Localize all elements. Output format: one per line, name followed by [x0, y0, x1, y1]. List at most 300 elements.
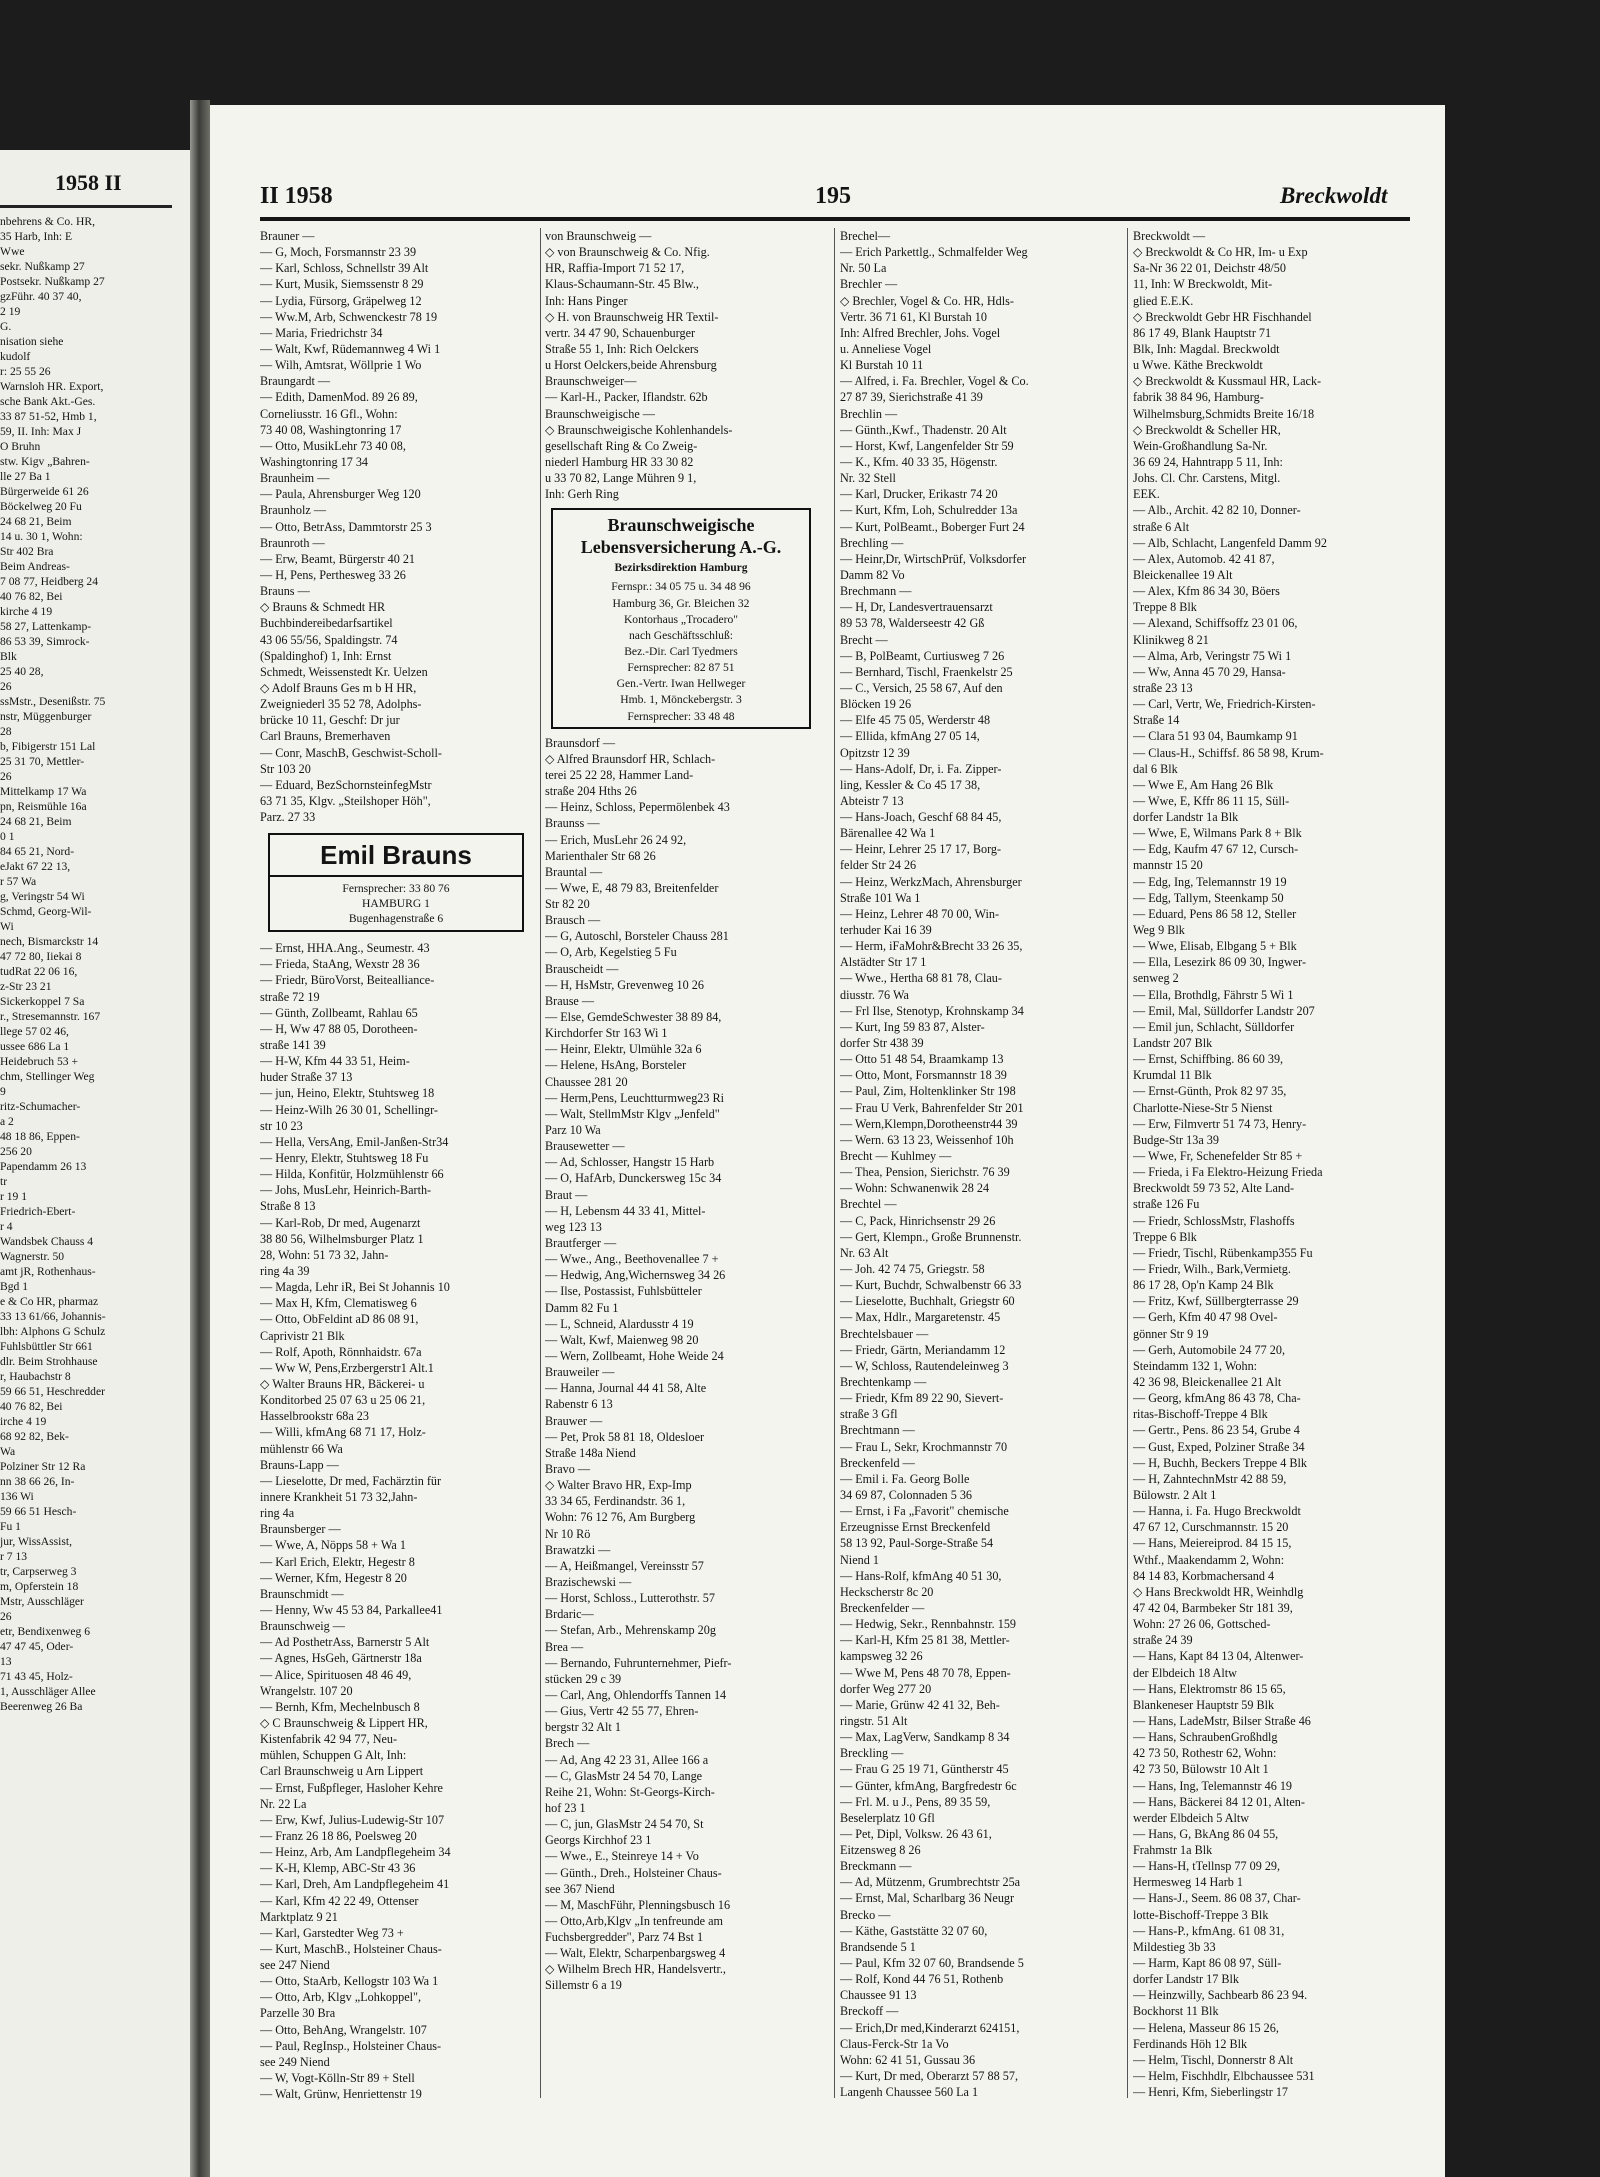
directory-entry-line: — C, GlasMstr 24 54 70, Lange [545, 1768, 703, 1783]
directory-entry-line: — Karl, Kfm 42 22 49, Ottenser [260, 1893, 419, 1908]
directory-entry-line: 47 42 04, Barmbeker Str 181 39, [1133, 1600, 1293, 1615]
directory-entry-line: Mildestieg 3b 33 [1133, 1939, 1216, 1954]
directory-entry-line: Braunsberger — [260, 1522, 341, 1537]
directory-entry-line: Wohn: 76 12 76, Am Burgberg [545, 1510, 696, 1525]
directory-entry-line: — Bernando, Fuhrunternehmer, Piefr- [545, 1655, 732, 1670]
column-1-entries-top [260, 228, 532, 825]
directory-entry-line: mannstr 15 20 [1133, 858, 1203, 873]
directory-entry-line: — Karl-Rob, Dr med, Augenarzt [260, 1215, 421, 1230]
directory-entry-line: — Alb., Archit. 42 82 10, Donner- [1133, 503, 1301, 518]
directory-entry-line: — Maria, Friedrichstr 34 [260, 325, 383, 340]
directory-entry-line: — Ellida, kfmAng 27 05 14, [840, 729, 980, 744]
directory-entry-line: Brauner — [260, 229, 315, 243]
ad-name: Emil Brauns [270, 839, 522, 877]
directory-entry-line: — Wwe, E, 48 79 83, Breitenfelder [545, 880, 719, 895]
directory-entry-line: — Henry, Elektr, Stuhtsweg 18 Fu [260, 1151, 429, 1166]
directory-entry-line: 26 [0, 770, 12, 783]
directory-entry-line: Hasselbrookstr 68a 23 [260, 1409, 369, 1424]
directory-entry-line: — Günth, Zollbeamt, Rahlau 65 [260, 1005, 418, 1020]
directory-entry-line: llege 57 02 46, [0, 1025, 69, 1038]
directory-entry-line: Brecht — [840, 632, 888, 647]
directory-entry-line: — Otto, StaArb, Kellogstr 103 Wa 1 [260, 1974, 439, 1989]
directory-entry-line: Braunsdorf — [545, 735, 616, 750]
directory-entry-line: Breckling — [840, 1746, 904, 1761]
directory-entry-line: Wohn: 27 26 06, Gottsched- [1133, 1617, 1271, 1632]
directory-entry-line: — Edith, DamenMod. 89 26 89, [260, 390, 418, 405]
directory-entry-line: — C, Pack, Hinrichsenstr 29 26 [840, 1213, 996, 1228]
directory-entry-line: Ferdinands Höh 12 Blk [1133, 2036, 1248, 2051]
directory-entry-line: — H, Dr, Landesvertrauensarzt [840, 600, 993, 615]
directory-entry-line: weg 123 13 [545, 1219, 602, 1234]
directory-entry-line: Konditorbed 25 07 63 u 25 06 21, [260, 1393, 426, 1408]
directory-entry-line: ◇ Wilhelm Brech HR, Handelsvertr., [545, 1962, 726, 1977]
directory-entry-line: ◇ Walter Brauns HR, Bäckerei- u [260, 1377, 425, 1391]
directory-entry-line: Brauns-Lapp — [260, 1457, 339, 1472]
directory-entry-line: 25 31 70, Mettler- [0, 755, 85, 768]
directory-entry-line: Wein-Großhandlung Sa-Nr. [1133, 438, 1268, 453]
directory-entry-line: Nr. 63 Alt [840, 1245, 889, 1260]
directory-entry-line: Straße 14 [1133, 713, 1180, 728]
directory-entry-line: Weg 9 Blk [1133, 923, 1185, 938]
directory-entry-line: Inh: Hans Pinger [545, 293, 628, 308]
directory-entry-line: u. Anneliese Vogel [840, 341, 932, 356]
ad-city: HAMBURG 1 [362, 897, 430, 911]
directory-entry-line: — Wern,Klempn,Dorotheenstr44 39 [840, 1116, 1018, 1131]
directory-entry-line: str 10 23 [260, 1118, 303, 1133]
directory-entry-line: Niend 1 [840, 1552, 879, 1567]
directory-entry-line: Brechtenkamp — [840, 1374, 927, 1389]
directory-entry-line: 86 53 39, Simrock- [0, 635, 90, 648]
directory-entry-line: straße 72 19 [260, 989, 320, 1004]
directory-entry-line: — Wwe., Ang., Beethovenallee 7 + [545, 1252, 719, 1267]
directory-entry-line: 58 13 92, Paul-Sorge-Straße 54 [840, 1536, 994, 1551]
directory-entry-line: — Hans, Elektromstr 86 15 65, [1133, 1681, 1286, 1696]
directory-entry-line: — Friedr, BüroVorst, Beitealliance- [260, 973, 435, 988]
directory-entry-line: — Ad, Schlosser, Hangstr 15 Harb [545, 1155, 715, 1170]
directory-entry-line: Klaus-Schaumann-Str. 45 Blw., [545, 277, 699, 292]
directory-entry-line: Brauns — [260, 584, 310, 599]
directory-entry-line: — Ww.M, Arb, Schwenckestr 78 19 [260, 309, 438, 324]
directory-entry-line: — Hanna, i. Fa. Hugo Breckwoldt [1133, 1504, 1301, 1519]
directory-entry-line: Corneliusstr. 16 Gfl., Wohn: [260, 406, 398, 421]
directory-entry-line: Treppe 8 Blk [1133, 600, 1197, 615]
directory-entry-line: b, Fibigerstr 151 Lal [0, 740, 96, 753]
directory-entry-line: — Johs, MusLehr, Heinrich-Barth- [260, 1183, 432, 1198]
directory-entry-line: — Lieselotte, Dr med, Fachärztin für [260, 1473, 442, 1488]
directory-entry-line: — Heinr, Elektr, Ulmühle 32a 6 [545, 1042, 702, 1057]
directory-entry-line: O Bruhn [0, 440, 41, 453]
directory-entry-line: dal 6 Blk [1133, 761, 1178, 776]
directory-entry-line: 42 73 50, Rothestr 62, Wohn: [1133, 1746, 1277, 1761]
directory-entry-line: r, Haubachstr 8 [0, 1370, 71, 1383]
directory-entry-line: werder Elbdeich 5 Altw [1133, 1810, 1250, 1825]
directory-entry-line: — Frieda, i Fa Elektro-Heizung Frieda [1133, 1165, 1323, 1180]
directory-entry-line: straße 24 39 [1133, 1633, 1193, 1648]
directory-entry-line: — Karl-H., Packer, Iflandstr. 62b [545, 390, 708, 405]
directory-entry-line: — Friedr, Wilh., Bark,Vermietg. [1133, 1262, 1291, 1276]
directory-entry-line: 7 08 77, Heidberg 24 [0, 575, 98, 588]
directory-entry-line: Mittelkamp 17 Wa [0, 785, 87, 798]
directory-entry-line: Postsekr. Nußkamp 27 [0, 275, 105, 288]
directory-entry-line: — Kurt, Musik, Siemssenstr 8 29 [260, 277, 424, 292]
directory-entry-line: Brechtmann — [840, 1423, 915, 1438]
directory-entry-line: — Hedwig, Sekr., Rennbahnstr. 159 [840, 1617, 1017, 1632]
directory-entry-line: dorfer Landstr 1a Blk [1133, 810, 1239, 825]
directory-entry-line: Brauweiler — [545, 1365, 615, 1380]
directory-entry-line: Brawatzki — [545, 1542, 611, 1557]
directory-entry-line: 28 [0, 725, 12, 738]
directory-entry-line: Brechling — [840, 535, 904, 550]
directory-entry-line: Damm 82 Vo [840, 567, 905, 582]
directory-entry-line: 1, Ausschläger Allee [0, 1685, 96, 1698]
directory-entry-line: — Heinr, Lehrer 25 17 17, Borg- [840, 842, 1002, 857]
column-divider [834, 228, 835, 2098]
directory-entry-line: Carl Braunschweig u Arn Lippert [260, 1764, 424, 1779]
directory-entry-line: — Otto, BehAng, Wrangelstr. 107 [260, 2022, 427, 2037]
directory-entry-line: Blk [0, 650, 17, 663]
directory-entry-line: sche Bank Akt.-Ges. [0, 395, 96, 408]
directory-entry-line: mühlen, Schuppen G Alt, Inh: [260, 1748, 407, 1763]
directory-entry-line: Vertr. 36 71 61, Kl Burstah 10 [840, 309, 987, 324]
directory-entry-line: — G, Moch, Forsmannstr 23 39 [260, 245, 417, 260]
directory-entry-line: brücke 10 11, Geschf: Dr jur [260, 713, 400, 728]
directory-entry-line: gesellschaft Ring & Co Zweig- [545, 438, 698, 453]
directory-entry-line: — H, Lebensm 44 33 41, Mittel- [545, 1203, 706, 1218]
directory-entry-line: — Karl, Dreh, Am Landpflegeheim 41 [260, 1877, 450, 1892]
insurance-lines [557, 579, 805, 724]
directory-entry-line: — Kurt, Dr med, Oberarzt 57 88 57, [840, 2069, 1019, 2084]
directory-entry-line: nn 38 66 26, In- [0, 1475, 75, 1488]
directory-entry-line: 43 06 55/56, Spaldingstr. 74 [260, 632, 398, 647]
directory-entry-line: straße 141 39 [260, 1038, 326, 1053]
directory-entry-line: niederl Hamburg HR 33 30 82 [545, 454, 694, 469]
directory-entry-line: — Erich,Dr med,Kinderarzt 624151, [840, 2020, 1020, 2035]
directory-entry-line: Braunschweig — [260, 1619, 345, 1634]
directory-entry-line: vertr. 34 47 90, Schauenburger [545, 325, 696, 340]
directory-entry-line: Caprivistr 21 Blk [260, 1328, 345, 1343]
directory-entry-line: — K., Kfm. 40 33 35, Högenstr. [840, 454, 998, 469]
directory-entry-line: Böckelweg 20 Fu [0, 500, 82, 513]
page-number: 195 [815, 183, 851, 209]
directory-entry-line: Straße 8 13 [260, 1199, 316, 1214]
directory-entry-line: see 249 Niend [260, 2054, 330, 2069]
directory-entry-line: Hamburg 36, Gr. Bleichen 32 [612, 596, 750, 610]
directory-entry-line: r 19 1 [0, 1190, 28, 1203]
directory-entry-line: — Otto, Arb, Klgv „Lohkoppel", [260, 1990, 422, 2005]
left-page-entries [0, 214, 175, 1714]
column-2-entries-bottom [545, 735, 817, 1994]
directory-entry-line: Carl Brauns, Bremerhaven [260, 729, 391, 744]
directory-entry-line: — Wwe., Hertha 68 81 78, Clau- [840, 971, 1002, 986]
directory-entry-line: — Friedr, Kfm 89 22 90, Sievert- [840, 1391, 1004, 1406]
directory-entry-line: — K-H, Klemp, ABC-Str 43 36 [260, 1861, 416, 1876]
directory-entry-line: etr, Bendixenweg 6 [0, 1625, 91, 1638]
directory-entry-line: ◇ Braunschweigische Kohlenhandels- [545, 422, 733, 437]
column-3-entries [840, 228, 1112, 2100]
directory-entry-line: Washingtonring 17 34 [260, 454, 369, 469]
directory-entry-line: lle 27 Ba 1 [0, 470, 51, 483]
directory-entry-line: Sa-Nr 36 22 01, Deichstr 48/50 [1133, 261, 1286, 276]
directory-entry-line: — Otto 51 48 54, Braamkamp 13 [840, 1052, 1004, 1067]
directory-entry-line: Polziner Str 12 Ra [0, 1460, 86, 1473]
directory-entry-line: 13 [0, 1655, 12, 1668]
directory-entry-line: 2 19 [0, 305, 21, 318]
directory-entry-line: — Hedwig, Ang,Wichernsweg 34 26 [545, 1268, 726, 1283]
directory-entry-line: Breckwoldt 59 73 52, Alte Land- [1133, 1181, 1295, 1196]
directory-entry-line: — Joh. 42 74 75, Griegstr. 58 [840, 1262, 985, 1276]
directory-entry-line: kampsweg 32 26 [840, 1649, 923, 1664]
directory-entry-line: — Walt, Elektr, Scharpenbargsweg 4 [545, 1946, 726, 1961]
directory-entry-line: nach Geschäftsschluß: [629, 628, 733, 642]
directory-entry-line: bergstr 32 Alt 1 [545, 1720, 621, 1735]
directory-entry-line: — Ad, Mützenm, Grumbrechtstr 25a [840, 1875, 1021, 1890]
directory-entry-line: Bez.-Dir. Carl Tyedmers [624, 644, 738, 658]
directory-entry-line: Braunschweiger— [545, 374, 637, 389]
directory-entry-line: see 247 Niend [260, 1958, 330, 1973]
directory-entry-line: 58 27, Lattenkamp- [0, 620, 92, 633]
left-facing-page [0, 150, 190, 2177]
directory-entry-line: — Wwe., E., Steinreye 14 + Vo [545, 1849, 699, 1864]
directory-entry-line: — Magda, Lehr iR, Bei St Johannis 10 [260, 1280, 450, 1295]
directory-entry-line: — Emil i. Fa. Georg Bolle [840, 1471, 970, 1486]
directory-entry-line: 24 68 21, Beim [0, 515, 72, 528]
directory-entry-line: — Günth.,Kwf., Thadenstr. 20 Alt [840, 422, 1007, 437]
directory-entry-line: 48 18 86, Eppen- [0, 1130, 80, 1143]
directory-entry-line: — Emil, Mal, Sülldorfer Landstr 207 [1133, 1003, 1315, 1018]
directory-entry-line: Fuchsbergredder", Parz 74 Bst 1 [545, 1930, 704, 1945]
directory-entry-line: senweg 2 [1133, 971, 1179, 986]
directory-entry-line: Alstädter Str 17 1 [840, 955, 927, 970]
directory-entry-line: — Hans-Adolf, Dr, i. Fa. Zipper- [840, 761, 1002, 776]
directory-entry-line: dorfer Weg 277 20 [840, 1681, 932, 1696]
directory-entry-line: — Walt, Kwf, Rüdemannweg 4 Wi 1 [260, 341, 441, 356]
directory-entry-line: lbh: Alphons G Schulz [0, 1325, 106, 1338]
directory-entry-line: Brecht — Kuhlmey — [840, 1149, 952, 1164]
emil-brauns-ad [268, 833, 524, 932]
directory-entry-line: — Karl, Schloss, Schnellstr 39 Alt [260, 261, 429, 276]
directory-entry-line: — Hans, SchraubenGroßhdlg [1133, 1730, 1278, 1745]
column-1-entries-bottom [260, 940, 532, 2102]
directory-entry-line: Frahmstr 1a Blk [1133, 1843, 1213, 1858]
directory-entry-line: stücken 29 c 39 [545, 1671, 622, 1686]
directory-entry-line: — Erich, MusLehr 26 24 92, [545, 832, 687, 847]
directory-entry-line: Schmedt, Weissenstedt Kr. Uelzen [260, 664, 428, 679]
directory-entry-line: Brauwer — [545, 1413, 603, 1428]
directory-entry-line: — O, HafArb, Dunckersweg 15c 34 [545, 1171, 722, 1186]
directory-entry-line: — Hans, Meiereiprod. 84 15 15, [1133, 1536, 1292, 1551]
directory-entry-line: — Erw, Filmvertr 51 74 73, Henry- [1133, 1116, 1307, 1131]
directory-entry-line: Breckwoldt — [1133, 229, 1206, 243]
directory-entry-line: — Otto, ObFeldint aD 86 08 91, [260, 1312, 419, 1327]
directory-entry-line: Wandsbek Chauss 4 [0, 1235, 94, 1248]
directory-entry-line: — Erich Parkettlg., Schmalfelder Weg [840, 245, 1028, 260]
directory-entry-line: Str 82 20 [545, 897, 590, 912]
directory-entry-line: ritz-Schumacher- [0, 1100, 81, 1113]
directory-entry-line: ◇ Brechler, Vogel & Co. HR, Hdls- [840, 293, 1014, 308]
directory-entry-line: 59 66 51 Hesch- [0, 1505, 77, 1518]
directory-entry-line: Blk, Inh: Magdal. Breckwoldt [1133, 341, 1280, 356]
directory-entry-line: Abteistr 7 13 [840, 793, 904, 808]
directory-entry-line: Str 402 Bra [0, 545, 54, 558]
directory-entry-line: — Friedr, Gärtn, Meriandamm 12 [840, 1342, 1006, 1357]
directory-entry-line: Johs. Cl. Chr. Carstens, Mitgl. [1133, 471, 1281, 486]
directory-entry-line: 33 13 61/66, Johannis- [0, 1310, 106, 1323]
directory-entry-line: — Wwe, E, Wilmans Park 8 + Blk [1133, 826, 1302, 841]
directory-entry-line: dorfer Str 438 39 [840, 1036, 924, 1051]
directory-entry-line: chm, Stellinger Weg [0, 1070, 95, 1083]
directory-entry-line: ◇ Breckwoldt & Scheller HR, [1133, 422, 1281, 437]
directory-entry-line: Braungardt — [260, 374, 331, 389]
directory-entry-line: Sillemstr 6 a 19 [545, 1978, 622, 1993]
directory-entry-line: Braunschmidt — [260, 1586, 344, 1601]
directory-entry-line: Wwe [0, 245, 25, 258]
directory-entry-line: Fuhlsbüttler Str 661 [0, 1340, 93, 1353]
column-divider [1127, 228, 1128, 2098]
directory-entry-line: — Fritz, Kwf, Süllbergterrasse 29 [1133, 1294, 1299, 1309]
directory-entry-line: — Paul, Zim, Holtenklinker Str 198 [840, 1084, 1016, 1099]
directory-entry-line: Brauscheidt — [545, 961, 619, 976]
insurance-ad [551, 508, 811, 728]
directory-entry-line: — Ilse, Postassist, Fuhlsbütteler [545, 1284, 702, 1299]
directory-entry-line: Brecko — [840, 1907, 891, 1922]
directory-entry-line: G. [0, 320, 12, 333]
directory-entry-line: — Günth., Dreh., Holsteiner Chaus- [545, 1865, 722, 1880]
directory-entry-line: Brazischewski — [545, 1574, 632, 1589]
directory-entry-line: — Alb, Schlacht, Langenfeld Damm 92 [1133, 535, 1327, 550]
directory-entry-line: — Ad, Ang 42 23 31, Allee 166 a [545, 1752, 709, 1767]
directory-entry-line: 0 1 [0, 830, 15, 843]
directory-entry-line: Wa [0, 1445, 16, 1458]
directory-entry-line: 24 68 21, Beim [0, 815, 72, 828]
directory-entry-line: — Frieda, StaAng, Wexstr 28 36 [260, 957, 420, 972]
directory-entry-line: — Hans-Rolf, kfmAng 40 51 30, [840, 1568, 1002, 1583]
directory-entry-line: — Heinz, Lehrer 48 70 00, Win- [840, 906, 1000, 921]
directory-entry-line: jur, WissAssist, [0, 1535, 72, 1548]
directory-entry-line: — Kurt, Buchdr, Schwalbenstr 66 33 [840, 1278, 1022, 1293]
column-2-entries-top [545, 228, 817, 502]
directory-entry-line: — Wern, Zollbeamt, Hohe Weide 24 [545, 1349, 724, 1363]
directory-entry-line: — Thea, Pension, Sierichstr. 76 39 [840, 1165, 1010, 1180]
directory-entry-line: — Hans, Ing, Telemannstr 46 19 [1133, 1778, 1293, 1793]
directory-entry-line: Brauntal — [545, 864, 603, 879]
directory-entry-line: r., Stresemannstr. 167 [0, 1010, 101, 1023]
directory-entry-line: Parzelle 30 Bra [260, 2006, 336, 2021]
column-2 [545, 228, 817, 1994]
directory-entry-line: e & Co HR, pharmaz [0, 1295, 99, 1308]
directory-entry-line: — Helene, HsAng, Borsteler [545, 1058, 687, 1073]
directory-entry-line: straße 3 Gfl [840, 1407, 898, 1422]
directory-entry-line: — Ww W, Pens,Erzbergerstr1 Alt.1 [260, 1360, 434, 1375]
directory-entry-line: — Friedr, SchlossMstr, Flashoffs [1133, 1213, 1295, 1228]
directory-entry-line: amt jR, Rothenhaus- [0, 1265, 96, 1278]
directory-entry-line: — Karl Erich, Elektr, Hegestr 8 [260, 1554, 415, 1569]
directory-entry-line: — Wwe, A, Nöpps 58 + Wa 1 [260, 1538, 406, 1553]
directory-entry-line: — Stefan, Arb., Mehrenskamp 20g [545, 1623, 716, 1638]
directory-entry-line: — Wwe M, Pens 48 70 78, Eppen- [840, 1665, 1011, 1680]
directory-entry-line: glied E.E.K. [1133, 293, 1194, 308]
directory-entry-line: Claus-Ferck-Str 1a Vo [840, 2036, 949, 2051]
directory-entry-line: — Ernst, i Fa „Favorit" chemische [840, 1504, 1009, 1519]
directory-entry-line: Zweigniederl 35 52 78, Adolphs- [260, 697, 422, 712]
directory-entry-line: — Gust, Exped, Polziner Straße 34 [1133, 1439, 1305, 1454]
directory-entry-line: ◇ H. von Braunschweig HR Textil- [545, 309, 719, 324]
directory-entry-line: — Wilh, Amtsrat, Wöllprie 1 Wo [260, 358, 422, 373]
directory-entry-line: tr, Carpserweg 3 [0, 1565, 77, 1578]
directory-entry-line: — Wwe E, Am Hang 26 Blk [1133, 777, 1274, 792]
directory-entry-line: Gen.-Vertr. Iwan Hellweger [616, 677, 746, 691]
directory-entry-line: 71 43 45, Holz- [0, 1670, 73, 1683]
ad-street: Bugenhagenstraße 6 [348, 912, 444, 926]
directory-entry-line: — Edg, Tallym, Steenkamp 50 [1133, 890, 1284, 905]
directory-entry-line: — Wohn: Schwanenwik 28 24 [840, 1181, 990, 1196]
directory-entry-line: ◇ Walter Bravo HR, Exp-Imp [545, 1478, 692, 1493]
directory-entry-line: — Hans-P., kfmAng. 61 08 31, [1133, 1923, 1285, 1938]
directory-entry-line: eJakt 67 22 13, [0, 860, 71, 873]
directory-entry-line: 9 [0, 1085, 6, 1098]
directory-entry-line: Budge-Str 13a 39 [1133, 1132, 1219, 1147]
directory-entry-line: — Ella, Lesezirk 86 09 30, Ingwer- [1133, 955, 1307, 970]
directory-entry-line: Treppe 6 Blk [1133, 1229, 1197, 1244]
directory-entry-line: Breckenfeld — [840, 1455, 915, 1470]
directory-entry-line: ringstr. 51 Alt [840, 1713, 908, 1728]
directory-entry-line: Mstr, Ausschläger [0, 1595, 84, 1608]
directory-entry-line: Wagnerstr. 50 [0, 1250, 65, 1263]
directory-entry-line: — Erw, Kwf, Julius-Ludewig-Str 107 [260, 1812, 445, 1827]
directory-entry-line: — Otto,Arb,Klgv „In tenfreunde am [545, 1913, 724, 1928]
directory-entry-line: — Henny, Ww 45 53 84, Parkallee41 [260, 1602, 443, 1617]
directory-entry-line: — Walt, Kwf, Maienweg 98 20 [545, 1332, 699, 1347]
directory-entry-line: — Alma, Arb, Veringstr 75 Wi 1 [1133, 648, 1292, 663]
directory-entry-line: ◇ Brauns & Schmedt HR [260, 600, 386, 615]
directory-entry-line: — Hans-J., Seem. 86 08 37, Char- [1133, 1891, 1301, 1906]
directory-entry-line: Nr. 50 La [840, 261, 887, 276]
directory-entry-line: — Frau U Verk, Bahrenfelder Str 201 [840, 1100, 1024, 1115]
directory-entry-line: — H, ZahntechnMstr 42 88 59, [1133, 1471, 1287, 1486]
directory-entry-line: — C, jun, GlasMstr 24 54 70, St [545, 1817, 704, 1832]
directory-entry-line: Brechmann — [840, 584, 912, 599]
directory-entry-line: Heckscherstr 8c 20 [840, 1584, 934, 1599]
directory-entry-line: — Carl, Vertr, We, Friedrich-Kirsten- [1133, 697, 1316, 712]
directory-entry-line: 47 72 80, Iiekai 8 [0, 950, 82, 963]
directory-entry-line: — Eduard, Pens 86 58 12, Steller [1133, 906, 1297, 921]
directory-entry-line: 256 20 [0, 1145, 32, 1158]
directory-entry-line: Parz. 27 33 [260, 810, 316, 825]
directory-entry-line: Inh: Gerh Ring [545, 487, 619, 502]
directory-entry-line: Fernsprecher: 82 87 51 [627, 661, 735, 675]
directory-entry-line: Landstr 207 Blk [1133, 1036, 1213, 1051]
directory-entry-line: kirche 4 19 [0, 605, 53, 618]
directory-entry-line: r 4 [0, 1220, 13, 1233]
directory-entry-line: huder Straße 37 13 [260, 1070, 353, 1085]
directory-entry-line: Sickerkoppel 7 Sa [0, 995, 85, 1008]
directory-entry-line: Opitzstr 12 39 [840, 745, 910, 760]
directory-entry-line: irche 4 19 [0, 1415, 47, 1428]
directory-entry-line: Beerenweg 26 Ba [0, 1700, 83, 1713]
directory-entry-line: Wthf., Maakendamm 2, Wohn: [1133, 1552, 1285, 1567]
directory-entry-line: — Frau G 25 19 71, Güntherstr 45 [840, 1762, 1009, 1777]
directory-entry-line: — Heinz, WerkzMach, Ahrensburger [840, 874, 1022, 889]
directory-entry-line: — Herm,Pens, Leuchtturmweg23 Ri [545, 1090, 725, 1105]
directory-entry-line: ◇ von Braunschweig & Co. Nfig. [545, 245, 710, 260]
directory-entry-line: u Wwe. Käthe Breckwoldt [1133, 358, 1263, 373]
directory-entry-line: — Elfe 45 75 05, Werderstr 48 [840, 713, 991, 728]
directory-entry-line: — Ernst, HHA.Ang., Seumestr. 43 [260, 941, 430, 956]
directory-entry-line: 89 53 78, Walderseestr 42 Gß [840, 616, 985, 631]
directory-entry-line: ssMstr., Desenißstr. 75 [0, 695, 106, 708]
directory-entry-line: — Carl, Ang, Ohlendorffs Tannen 14 [545, 1687, 727, 1702]
directory-entry-line: Kirchdorfer Str 163 Wi 1 [545, 1026, 668, 1041]
directory-entry-line: — Edg, Ing, Telemannstr 19 19 [1133, 874, 1287, 889]
